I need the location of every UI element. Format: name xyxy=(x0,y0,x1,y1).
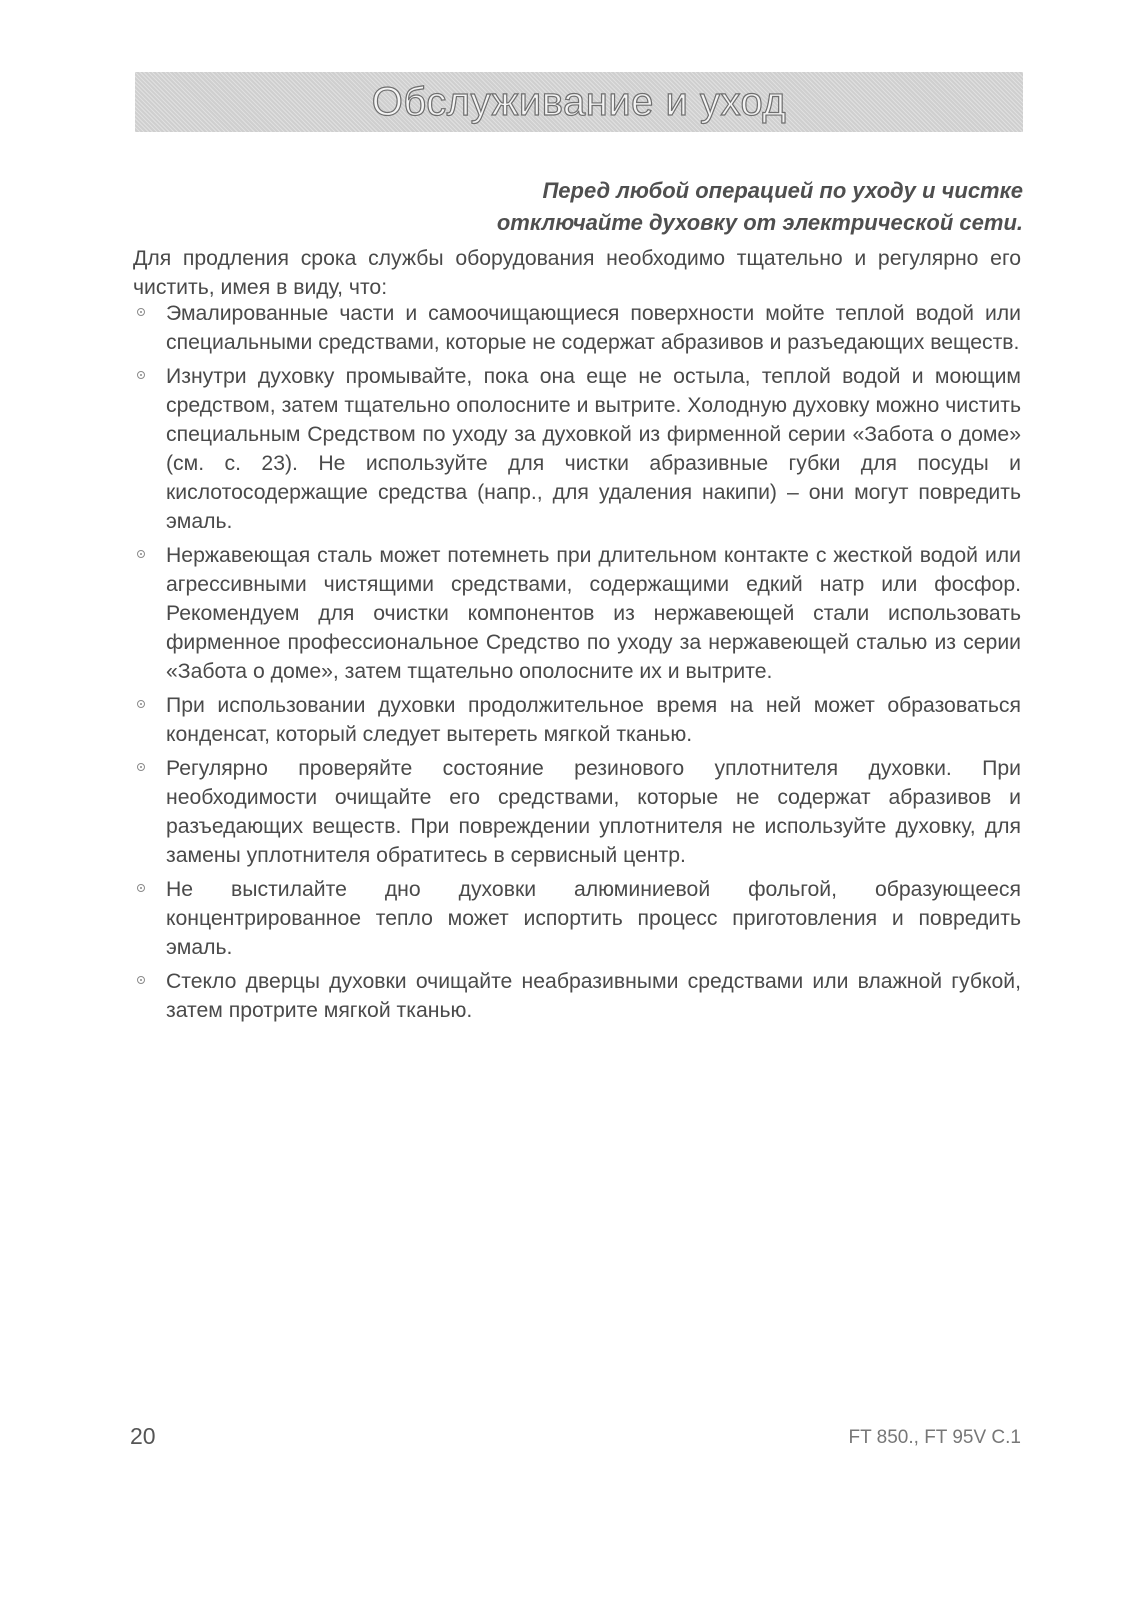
bullet-icon xyxy=(137,884,145,892)
list-item xyxy=(133,299,1021,357)
list-item-text: Изнутри духовку промывайте, пока она еще не остыла, теплой водой и моющим средством, затем тщательно ополосните и вытрите. Холодную духовку можно чистить специальным Средством по уходу за духовкой из фирменной серии «Забота о доме» (см. с. 23). Не используйте для чистки абразивные губки для посуды и кислотосодержащие средства (напр., для удаления накипи) – они могут повредить эмаль. xyxy=(166,365,1021,533)
list-item xyxy=(133,967,1021,1025)
intro-paragraph: Для продления срока службы оборудования необходимо тщательно и регулярно его чистить, имея в виду, что: xyxy=(133,247,1021,299)
bullet-icon xyxy=(137,371,145,379)
bullet-icon xyxy=(137,976,145,984)
list-item-text: Не выстилайте дно духовки алюминиевой фольгой, образующееся концентрированное тепло может испортить процесс приготовления и повредить эмаль. xyxy=(166,878,1021,959)
safety-warning xyxy=(323,175,1023,239)
list-item xyxy=(133,875,1021,962)
warning-line-2: отключайте духовку от электрической сети. xyxy=(496,210,1023,235)
section-title-band xyxy=(135,72,1023,132)
page-number: 20 xyxy=(130,1423,156,1449)
model-reference: FT 850., FT 95V C.1 xyxy=(848,1427,1021,1448)
list-item xyxy=(133,362,1021,536)
bullet-icon xyxy=(137,550,145,558)
list-item xyxy=(133,541,1021,686)
list-item xyxy=(133,691,1021,749)
bullet-icon xyxy=(137,308,145,316)
list-item-text: Эмалированные части и самоочищающиеся поверхности мойте теплой водой или специальными средствами, которые не содержат абразивов и разъедающих веществ. xyxy=(166,302,1021,354)
warning-line-1: Перед любой операцией по уходу и чистке xyxy=(542,178,1023,203)
section-title: Обслуживание и уход xyxy=(371,79,787,124)
list-item-text: Стекло дверцы духовки очищайте неабразивными средствами или влажной губкой, затем протрите мягкой тканью. xyxy=(166,970,1021,1022)
bullet-icon xyxy=(137,700,145,708)
list-item-text: При использовании духовки продолжительное время на ней может образоваться конденсат, который следует вытереть мягкой тканью. xyxy=(166,694,1021,746)
list-item xyxy=(133,754,1021,870)
bullet-icon xyxy=(137,763,145,771)
list-item-text: Нержавеющая сталь может потемнеть при длительном контакте с жесткой водой или агрессивными чистящими средствами, содержащими едкий натр или фосфор. Рекомендуем для очистки компонентов из нержавеющей стали использовать фирменное профессиональное Средство по уходу за нержавеющей сталью из серии «Забота о доме», затем тщательно ополосните их и вытрите. xyxy=(166,544,1021,683)
list-item-text: Регулярно проверяйте состояние резинового уплотнителя духовки. При необходимости очищайте его средствами, которые не содержат абразивов и разъедающих веществ. При повреждении уплотнителя не используйте духовку, для замены уплотнителя обратитесь в сервисный центр. xyxy=(166,757,1021,867)
care-instructions-list xyxy=(133,299,1021,1030)
